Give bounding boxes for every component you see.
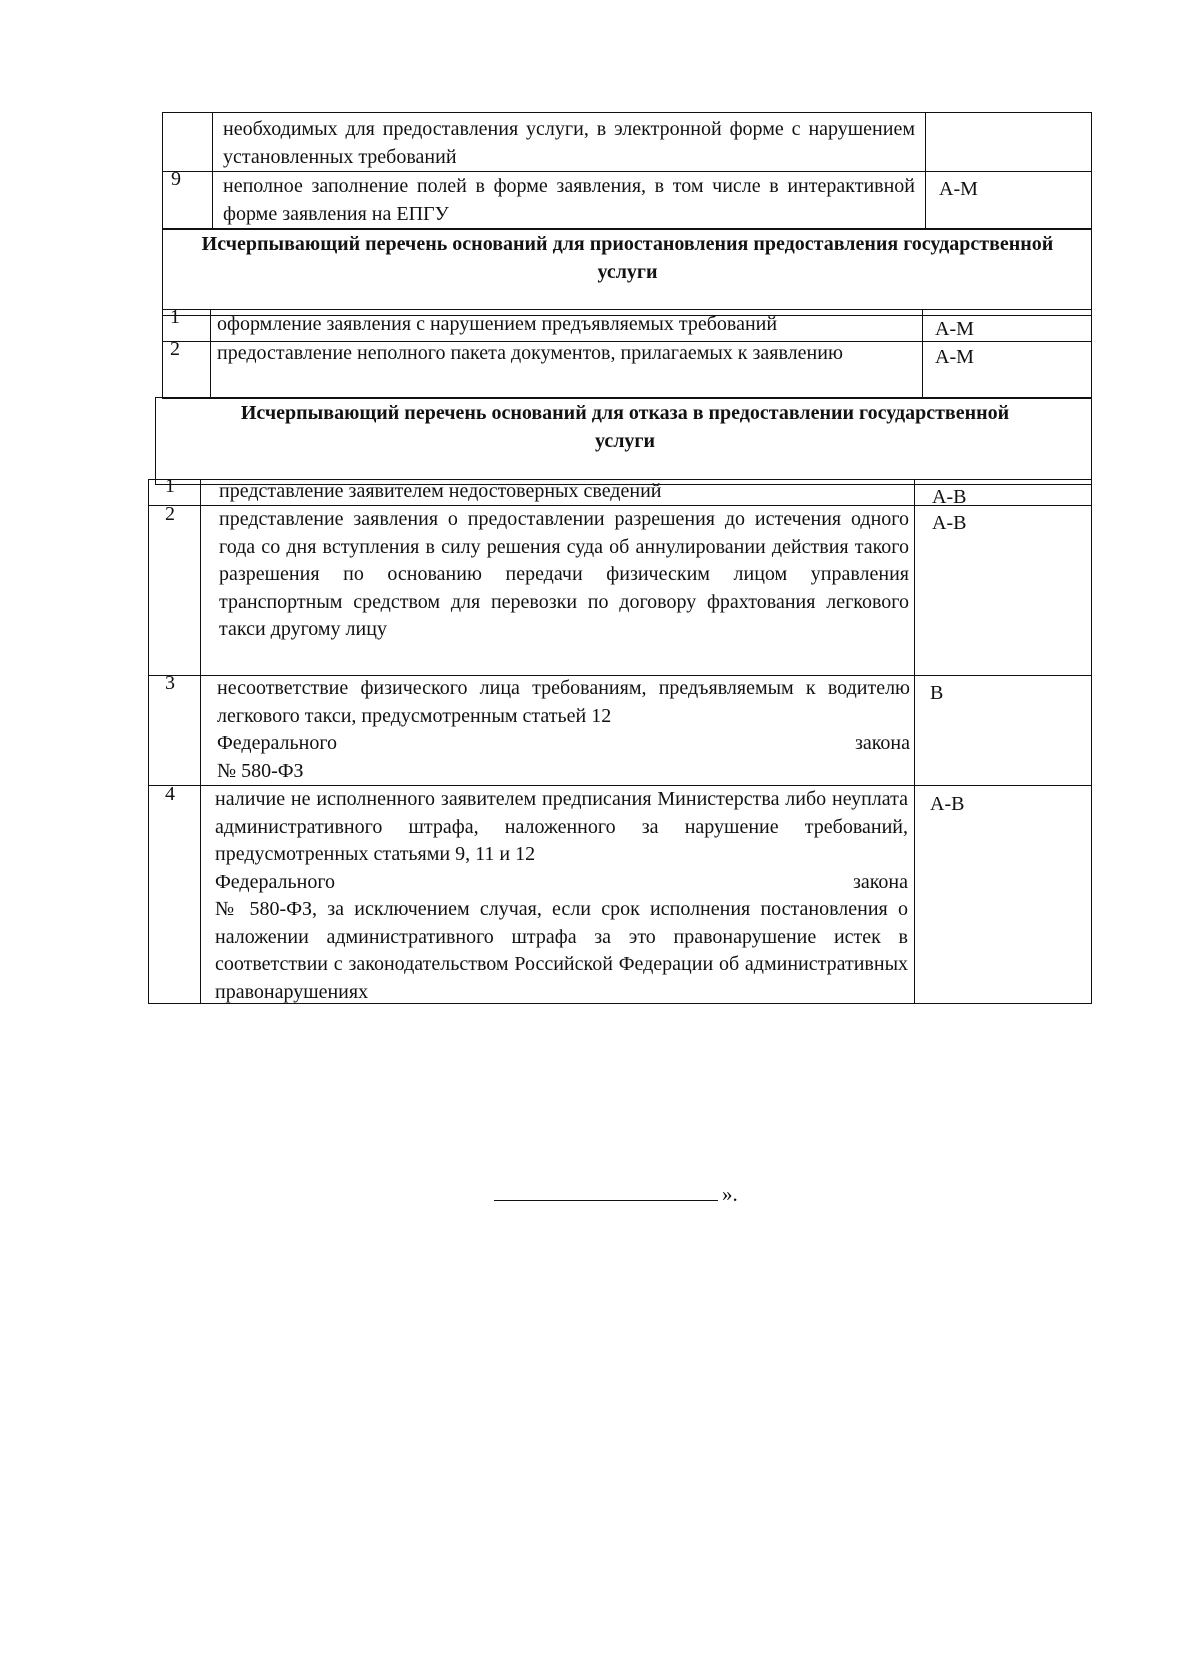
closing-quote-mark: ». — [722, 1182, 738, 1206]
section-title-refuse: Исчерпывающий перечень оснований для отказа в предоставлении государственной услуги — [240, 402, 1010, 452]
table-row-text-part: наличие не исполненного заявителем предписания Министерства либо неуплата административного штрафа, наложенного за нарушение требований, предусмотренных статьями 9, 11 и 12 — [215, 788, 908, 865]
table-row-number: 2 — [170, 338, 180, 360]
table-row-text — [217, 675, 910, 785]
table-row-number: 3 — [165, 672, 175, 694]
table-row-number: 1 — [170, 306, 180, 328]
table-row-number: 1 — [165, 475, 175, 497]
table-row-text-part: несоответствие физического лица требованиям, предъявляемым к водителю легкового такси, предусмотренным статьей 12 — [217, 677, 910, 727]
table-row-number: 4 — [165, 783, 175, 805]
table-row-number: 9 — [171, 168, 181, 190]
table-row-code: А-В — [930, 793, 965, 815]
table-row-text-justified-line: Федерального закона — [217, 732, 910, 754]
table-row-code: А-М — [939, 178, 978, 200]
table-col-divider — [922, 309, 923, 399]
table-col-divider — [925, 112, 926, 230]
table-row-code: А-М — [935, 318, 974, 340]
table-row-text-justified-line: Федерального закона — [215, 870, 908, 893]
table-row-text: представление заявителем недостоверных сведений — [219, 480, 662, 502]
table-row-code: А-М — [935, 346, 974, 368]
table-row-text-part: № 580-ФЗ, за исключением случая, если срок исполнения постановления о наложении административного штрафа за это правонарушение истек в соответствии с законодательством Российской Федерации об административных правонарушениях — [215, 898, 908, 1003]
closing-line — [494, 1182, 738, 1207]
table-row-text: оформление заявления с нарушением предъявляемых требований — [217, 313, 778, 335]
table-row-text: предоставление неполного пакета документов, прилагаемых к заявлению — [217, 342, 843, 364]
signature-underline — [494, 1200, 718, 1201]
table-row-number: 2 — [165, 503, 175, 525]
section-title-suspend: Исчерпывающий перечень оснований для приостановления предоставления государственной услуги — [201, 233, 1054, 283]
table-row-text-part: № 580-ФЗ — [217, 759, 304, 782]
table-row-text: представление заявления о предоставлении разрешения до истечения одного года со дня вступления в силу решения суда об аннулировании действия такого разрешения по основанию передачи физическим лицом управления транспортным средством для перевозки по договору фрахтования легкового такси другому лицу — [219, 508, 909, 640]
table-col-divider — [210, 309, 211, 399]
table-row-code: В — [930, 682, 944, 704]
table-row-text: необходимых для предоставления услуги, в электронной форме с нарушением установленных требований — [223, 118, 915, 168]
table-row-divider — [162, 171, 1092, 172]
table-row-text — [215, 786, 908, 1006]
table-row-code: А-В — [932, 486, 967, 508]
table-row-code: А-В — [932, 512, 967, 534]
table-row-text: неполное заполнение полей в форме заявления, в том числе в интерактивной форме заявления на ЕПГУ — [223, 175, 915, 225]
table-col-divider — [914, 479, 915, 1004]
table-col-divider — [212, 112, 213, 230]
table-col-divider — [200, 479, 201, 1004]
